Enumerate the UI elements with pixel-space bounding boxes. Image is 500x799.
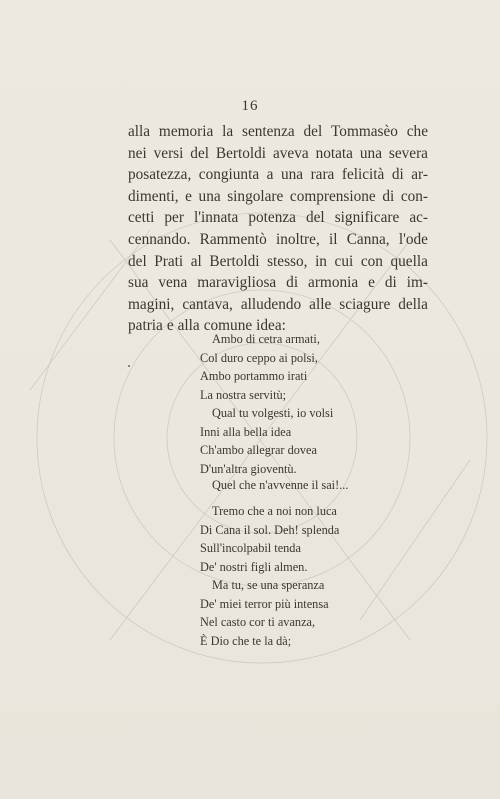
prose-line: alla memoria la sentenza del Tommasèo che [128,123,428,140]
prose-line: cennando. Rammentò inoltre, il Canna, l'ode [128,230,428,248]
ink-dot [128,365,130,367]
prose-line: patria e alla comune idea: [128,317,286,335]
prose-line: sua vena maravigliosa di armonia e di im- [128,274,428,292]
poem-stanza-4 [200,576,329,650]
poem-verse: È Dio che te la dà; [200,633,292,648]
prose-line: nei versi del Bertoldi aveva notata una severa [128,144,428,162]
poem-verse: Di Cana il sol. Deh! splenda [200,522,340,537]
poem-verse: Col duro ceppo ai polsi, [200,350,318,365]
prose-paragraph [128,121,428,337]
poem-verse: Ma tu, se una speranza [212,578,325,592]
prose-line: posatezza, congiunta a una rara felicità di ar- [128,166,428,184]
page-number: 16 [241,98,259,114]
poem-verse: De' nostri figli almen. [200,559,308,574]
poem-verse: D'un'altra gioventù. [200,461,297,476]
poem-stanza-3 [200,502,339,576]
poem-verse: Nel casto cor ti avanza, [200,615,316,630]
prose-line: cetti per l'innata potenza del significare ac- [128,209,428,227]
poem-verse: Ambo portammo irati [200,369,308,384]
poem-verse: De' miei terror più intensa [200,596,329,611]
poem-verse: Tremo che a noi non luca [212,504,337,518]
prose-line: del Prati al Bertoldi stesso, in cui con quella [128,252,428,270]
poem-verse: La nostra servitù; [200,387,287,402]
poem-verse: Inni alla bella idea [200,424,292,439]
poem-verse: Qual tu volgesti, io volsi [212,406,334,420]
poem-verse: Ambo di cetra armati, [212,332,320,346]
poem-stanza-2 [200,404,333,478]
prose-line: magini, cantava, alludendo alle sciagure della [128,295,428,313]
poem-single-verse: Quel che n'avvenne il sai!... [212,478,349,492]
prose-line: dimenti, e una singolare comprensione di con- [128,187,428,205]
poem-stanza-1 [200,330,320,404]
poem-verse: Ch'ambo allegrar dovea [200,443,317,458]
poem-verse: Sull'incolpabil tenda [200,541,301,556]
